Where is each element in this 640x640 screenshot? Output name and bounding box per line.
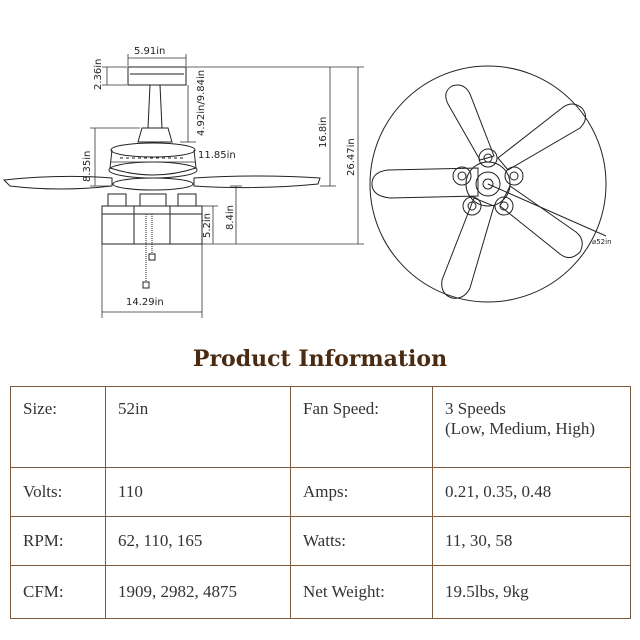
spec-value: 110 <box>106 468 291 517</box>
label-housing-width: 11.85in <box>198 150 236 161</box>
motor-housing <box>109 143 197 178</box>
product-info-table <box>10 386 631 619</box>
label-top-width: 5.91in <box>134 46 166 57</box>
label-total-height: 26.47in <box>346 138 357 176</box>
spec-label: RPM: <box>11 517 106 566</box>
table-row <box>11 566 631 619</box>
table-row <box>11 387 631 468</box>
spec-label: Net Weight: <box>291 566 433 619</box>
label-span: ⌀52in <box>592 238 612 246</box>
spec-label: Fan Speed: <box>291 387 433 468</box>
spec-label: CFM: <box>11 566 106 619</box>
table-row <box>11 468 631 517</box>
spec-value: 1909, 2982, 4875 <box>106 566 291 619</box>
label-ceiling-to-blade: 16.8in <box>318 116 329 148</box>
spec-label: Volts: <box>11 468 106 517</box>
label-light-width: 14.29in <box>126 297 164 308</box>
label-glass-height: 5.2in <box>202 212 213 238</box>
spec-label: Amps: <box>291 468 433 517</box>
downrod <box>138 85 172 142</box>
canopy <box>128 67 186 85</box>
table-row <box>11 517 631 566</box>
blades-side <box>4 176 320 190</box>
spec-value <box>433 387 631 468</box>
product-info-title: Product Information <box>192 346 448 372</box>
label-light-height: 8.4in <box>225 204 236 230</box>
spec-label: Size: <box>11 387 106 468</box>
label-motor-height: 8.35in <box>82 150 93 182</box>
label-canopy-height: 2.36in <box>93 58 104 90</box>
spec-value: 52in <box>106 387 291 468</box>
spec-value: 0.21, 0.35, 0.48 <box>433 468 631 517</box>
spec-value: 62, 110, 165 <box>106 517 291 566</box>
pull-chains <box>143 214 155 288</box>
label-downrod: 4.92in/9.84in <box>196 69 207 136</box>
spec-value-line1: 3 Speeds <box>445 399 506 418</box>
spec-value: 11, 30, 58 <box>433 517 631 566</box>
spec-label: Watts: <box>291 517 433 566</box>
spec-value: 19.5lbs, 9kg <box>433 566 631 619</box>
spec-value-line2: (Low, Medium, High) <box>445 419 595 438</box>
dimension-lines <box>90 54 364 318</box>
fan-top-view <box>370 66 606 302</box>
